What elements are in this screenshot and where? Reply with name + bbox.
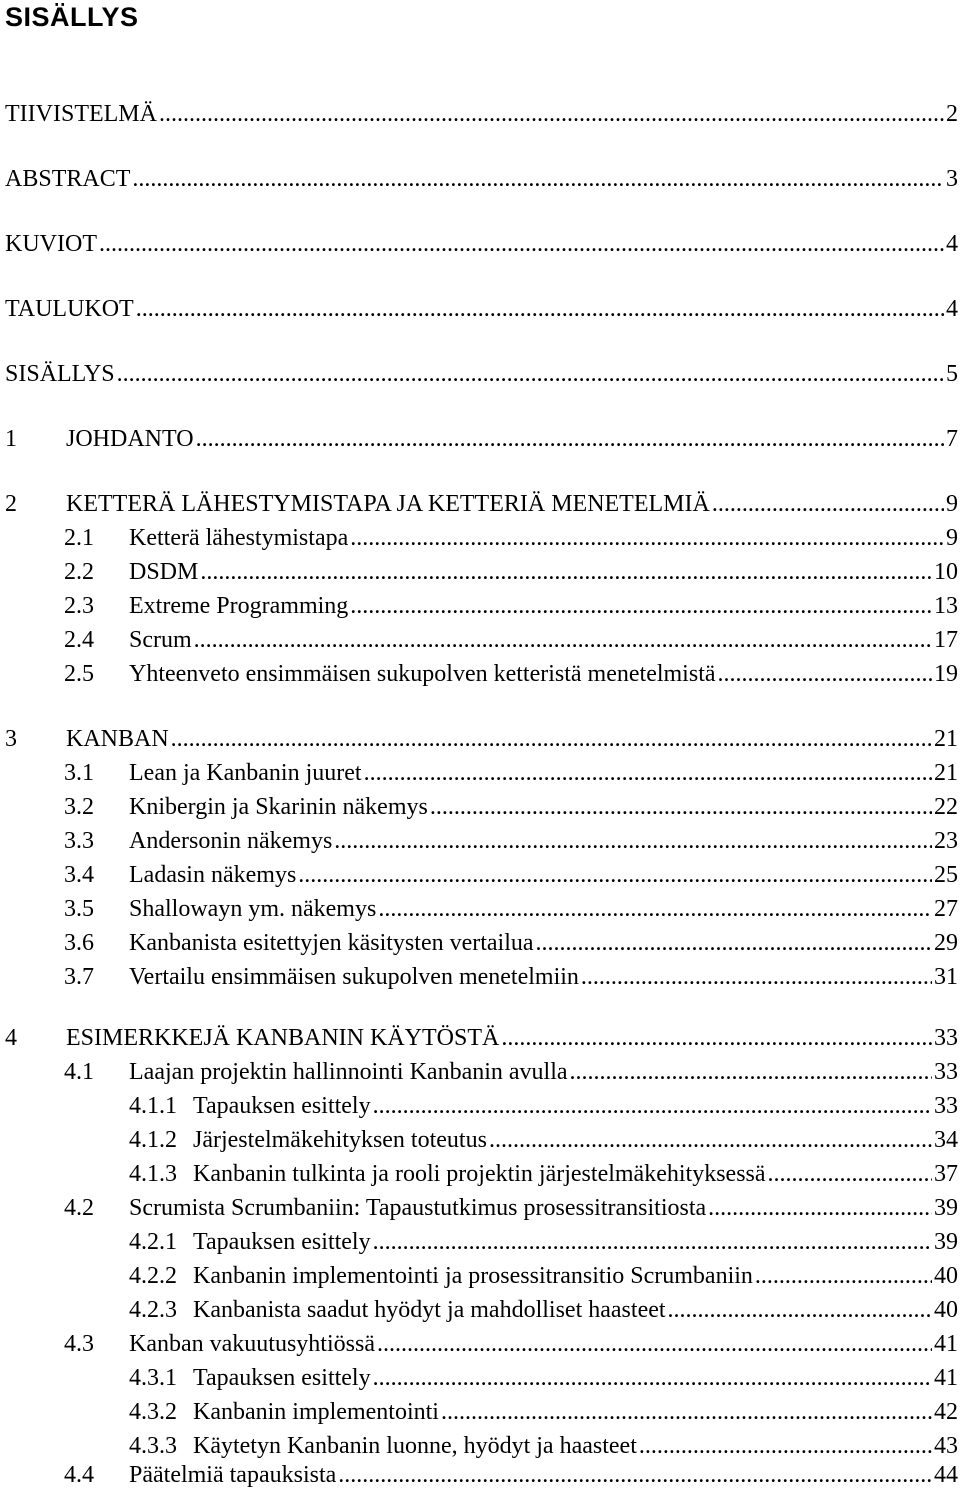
toc-entry-page: 9	[946, 491, 958, 517]
toc-entry-section-3-3[interactable]	[64, 826, 958, 856]
toc-entry-number: 4.3.2	[129, 1399, 177, 1425]
toc-dot-leader	[132, 164, 944, 194]
toc-dot-leader	[755, 1261, 932, 1291]
toc-entry-section-4-3[interactable]	[64, 1329, 958, 1359]
toc-entry-number: 4.1	[64, 1059, 94, 1085]
toc-entry-number: 4.3.3	[129, 1433, 177, 1459]
toc-entry-page: 25	[934, 862, 958, 888]
toc-entry-title: SISÄLLYS	[5, 361, 115, 387]
page-title: SISÄLLYS	[5, 2, 139, 32]
toc-entry-page: 44	[934, 1462, 958, 1488]
toc-entry-number: 2.5	[64, 661, 94, 687]
toc-dot-leader	[430, 792, 932, 822]
toc-entry-subsection-4-1-2[interactable]	[129, 1125, 958, 1155]
toc-entry-page: 34	[934, 1127, 958, 1153]
toc-entry-number: 3.3	[64, 828, 94, 854]
toc-entry-page: 37	[934, 1161, 958, 1187]
toc-entry-number: 3.4	[64, 862, 94, 888]
toc-entry-page: 39	[934, 1195, 958, 1221]
toc-entry-title: Kanbanista esitettyjen käsitysten vertailua	[129, 930, 534, 956]
toc-dot-leader	[350, 523, 944, 553]
toc-dot-leader	[718, 659, 932, 689]
toc-entry-title: Yhteenveto ensimmäisen sukupolven ketteristä menetelmistä	[129, 661, 716, 687]
toc-entry-number: 2.2	[64, 559, 94, 585]
toc-dot-leader	[136, 294, 944, 324]
toc-entry-title: Kanbanin implementointi ja prosessitransitio Scrumbaniin	[193, 1263, 753, 1289]
toc-entry-title: Järjestelmäkehityksen toteutus	[193, 1127, 487, 1153]
toc-entry-title: Kanbanista saadut hyödyt ja mahdolliset haasteet	[193, 1297, 666, 1323]
toc-dot-leader	[338, 1460, 932, 1490]
toc-entry-title: TAULUKOT	[5, 296, 134, 322]
toc-dot-leader	[501, 1023, 932, 1053]
toc-dot-leader	[536, 928, 932, 958]
toc-entry-section-3-6[interactable]	[64, 928, 958, 958]
toc-entry-title: ESIMERKKEJÄ KANBANIN KÄYTÖSTÄ	[66, 1025, 500, 1051]
toc-entry-page: 13	[934, 593, 958, 619]
toc-entry-title: Kanban vakuutusyhtiössä	[129, 1331, 375, 1357]
toc-dot-leader	[768, 1159, 932, 1189]
toc-dot-leader	[373, 1363, 932, 1393]
toc-dot-leader	[194, 625, 932, 655]
toc-dot-leader	[117, 359, 944, 389]
toc-entry-section-2-1[interactable]	[64, 523, 958, 553]
toc-entry-number: 3	[5, 726, 17, 752]
toc-entry-number: 4.1.2	[129, 1127, 177, 1153]
toc-entry-section-2-5[interactable]	[64, 659, 958, 689]
toc-entry-number: 4.1.3	[129, 1161, 177, 1187]
toc-dot-leader	[712, 489, 944, 519]
toc-entry-subsection-4-2-3[interactable]	[129, 1295, 958, 1325]
toc-dot-leader	[364, 758, 932, 788]
toc-entry-page: 4	[946, 231, 958, 257]
toc-entry-title: Ketterä lähestymistapa	[129, 525, 349, 551]
toc-entry-title: Päätelmiä tapauksista	[129, 1462, 337, 1488]
toc-entry-page: 3	[946, 166, 958, 192]
toc-entry-number: 2.1	[64, 525, 94, 551]
toc-entry-chapter-3[interactable]	[5, 724, 958, 754]
toc-dot-leader	[639, 1431, 932, 1461]
toc-entry-section-3-2[interactable]	[64, 792, 958, 822]
toc-entry-number: 4.2.1	[129, 1229, 177, 1255]
toc-entry-page: 41	[934, 1365, 958, 1391]
toc-entry-sisallys[interactable]	[5, 359, 958, 389]
toc-entry-page: 2	[946, 101, 958, 127]
toc-entry-subsection-4-1-3[interactable]	[129, 1159, 958, 1189]
toc-dot-leader	[298, 860, 932, 890]
toc-entry-page: 21	[934, 760, 958, 786]
toc-entry-number: 3.6	[64, 930, 94, 956]
toc-entry-section-4-2[interactable]	[64, 1193, 958, 1223]
toc-dot-leader	[489, 1125, 932, 1155]
toc-entry-taulukot[interactable]	[5, 294, 958, 324]
toc-entry-subsection-4-2-2[interactable]	[129, 1261, 958, 1291]
toc-entry-page: 43	[934, 1433, 958, 1459]
toc-entry-kuviot[interactable]	[5, 229, 958, 259]
toc-entry-page: 17	[934, 627, 958, 653]
toc-entry-abstract[interactable]	[5, 164, 958, 194]
toc-entry-title: Ladasin näkemys	[129, 862, 297, 888]
toc-entry-section-4-4[interactable]	[64, 1460, 958, 1490]
toc-entry-title: ABSTRACT	[5, 166, 131, 192]
toc-entry-page: 31	[934, 964, 958, 990]
toc-entry-title: JOHDANTO	[66, 426, 194, 452]
toc-dot-leader	[377, 1329, 932, 1359]
toc-entry-title: Käytetyn Kanbanin luonne, hyödyt ja haasteet	[193, 1433, 637, 1459]
toc-entry-page: 39	[934, 1229, 958, 1255]
toc-entry-title: Scrum	[129, 627, 192, 653]
toc-entry-chapter-4[interactable]	[5, 1023, 958, 1053]
toc-entry-number: 3.1	[64, 760, 94, 786]
toc-entry-page: 42	[934, 1399, 958, 1425]
toc-entry-number: 4.2	[64, 1195, 94, 1221]
toc-entry-page: 5	[946, 361, 958, 387]
toc-entry-number: 2.3	[64, 593, 94, 619]
toc-entry-title: Kanbanin tulkinta ja rooli projektin järjestelmäkehityksessä	[193, 1161, 766, 1187]
toc-entry-number: 4.2.3	[129, 1297, 177, 1323]
toc-entry-subsection-4-1-1[interactable]	[129, 1091, 958, 1121]
toc-dot-leader	[171, 724, 932, 754]
toc-entry-page: 33	[934, 1025, 958, 1051]
toc-entry-title: Extreme Programming	[129, 593, 349, 619]
toc-dot-leader	[668, 1295, 932, 1325]
toc-entry-section-2-2[interactable]	[64, 557, 958, 587]
toc-entry-page: 7	[946, 426, 958, 452]
toc-entry-title: Knibergin ja Skarinin näkemys	[129, 794, 428, 820]
toc-dot-leader	[373, 1091, 932, 1121]
toc-entry-section-3-4[interactable]	[64, 860, 958, 890]
toc-entry-title: Kanbanin implementointi	[193, 1399, 439, 1425]
toc-entry-title: TIIVISTELMÄ	[5, 101, 157, 127]
toc-entry-page: 19	[934, 661, 958, 687]
toc-entry-title: Tapauksen esittely	[193, 1365, 371, 1391]
toc-entry-page: 33	[934, 1059, 958, 1085]
toc-entry-section-2-3[interactable]	[64, 591, 958, 621]
toc-dot-leader	[708, 1193, 932, 1223]
toc-entry-number: 4	[5, 1025, 17, 1051]
toc-entry-section-3-1[interactable]	[64, 758, 958, 788]
toc-entry-page: 40	[934, 1263, 958, 1289]
toc-dot-leader	[200, 557, 932, 587]
toc-entry-section-4-1[interactable]	[64, 1057, 958, 1087]
toc-entry-title: KUVIOT	[5, 231, 97, 257]
toc-entry-number: 3.2	[64, 794, 94, 820]
toc-entry-title: Scrumista Scrumbaniin: Tapaustutkimus prosessitransitiosta	[129, 1195, 707, 1221]
toc-entry-title: KETTERÄ LÄHESTYMISTAPA JA KETTERIÄ MENETELMIÄ	[66, 491, 710, 517]
toc-entry-number: 4.3.1	[129, 1365, 177, 1391]
toc-entry-page: 23	[934, 828, 958, 854]
toc-entry-title: Lean ja Kanbanin juuret	[129, 760, 362, 786]
toc-dot-leader	[196, 424, 944, 454]
toc-entry-page: 21	[934, 726, 958, 752]
toc-entry-section-2-4[interactable]	[64, 625, 958, 655]
toc-dot-leader	[334, 826, 932, 856]
toc-entry-title: Andersonin näkemys	[129, 828, 333, 854]
toc-entry-page: 9	[946, 525, 958, 551]
toc-entry-title: Tapauksen esittely	[193, 1093, 371, 1119]
toc-entry-page: 29	[934, 930, 958, 956]
toc-entry-number: 3.7	[64, 964, 94, 990]
toc-dot-leader	[378, 894, 932, 924]
toc-entry-subsection-4-2-1[interactable]	[129, 1227, 958, 1257]
toc-entry-tiivistelma[interactable]	[5, 99, 958, 129]
toc-entry-title: Shallowayn ym. näkemys	[129, 896, 377, 922]
toc-entry-section-3-5[interactable]	[64, 894, 958, 924]
toc-entry-number: 2.4	[64, 627, 94, 653]
toc-dot-leader	[373, 1227, 932, 1257]
toc-entry-number: 4.3	[64, 1331, 94, 1357]
toc-dot-leader	[99, 229, 944, 259]
toc-dot-leader	[159, 99, 944, 129]
toc-entry-title: Laajan projektin hallinnointi Kanbanin avulla	[129, 1059, 568, 1085]
toc-entry-subsection-4-3-3[interactable]	[129, 1431, 958, 1461]
toc-dot-leader	[350, 591, 932, 621]
toc-entry-page: 22	[934, 794, 958, 820]
toc-entry-page: 27	[934, 896, 958, 922]
toc-entry-number: 4.4	[64, 1462, 94, 1488]
toc-entry-number: 1	[5, 426, 17, 452]
toc-entry-subsection-4-3-2[interactable]	[129, 1397, 958, 1427]
toc-entry-number: 2	[5, 491, 17, 517]
toc-dot-leader	[581, 962, 932, 992]
toc-entry-page: 33	[934, 1093, 958, 1119]
toc-entry-section-3-7[interactable]	[64, 962, 958, 992]
toc-entry-number: 4.2.2	[129, 1263, 177, 1289]
toc-entry-title: Tapauksen esittely	[193, 1229, 371, 1255]
toc-entry-number: 4.1.1	[129, 1093, 177, 1119]
toc-entry-page: 10	[934, 559, 958, 585]
toc-entry-title: KANBAN	[66, 726, 169, 752]
toc-dot-leader	[441, 1397, 932, 1427]
toc-dot-leader	[570, 1057, 932, 1087]
toc-entry-page: 4	[946, 296, 958, 322]
toc-entry-subsection-4-3-1[interactable]	[129, 1363, 958, 1393]
toc-entry-chapter-1[interactable]	[5, 424, 958, 454]
toc-entry-page: 41	[934, 1331, 958, 1357]
toc-entry-title: DSDM	[129, 559, 199, 585]
toc-entry-chapter-2[interactable]	[5, 489, 958, 519]
toc-entry-page: 40	[934, 1297, 958, 1323]
toc-entry-number: 3.5	[64, 896, 94, 922]
toc-entry-title: Vertailu ensimmäisen sukupolven menetelmiin	[129, 964, 579, 990]
